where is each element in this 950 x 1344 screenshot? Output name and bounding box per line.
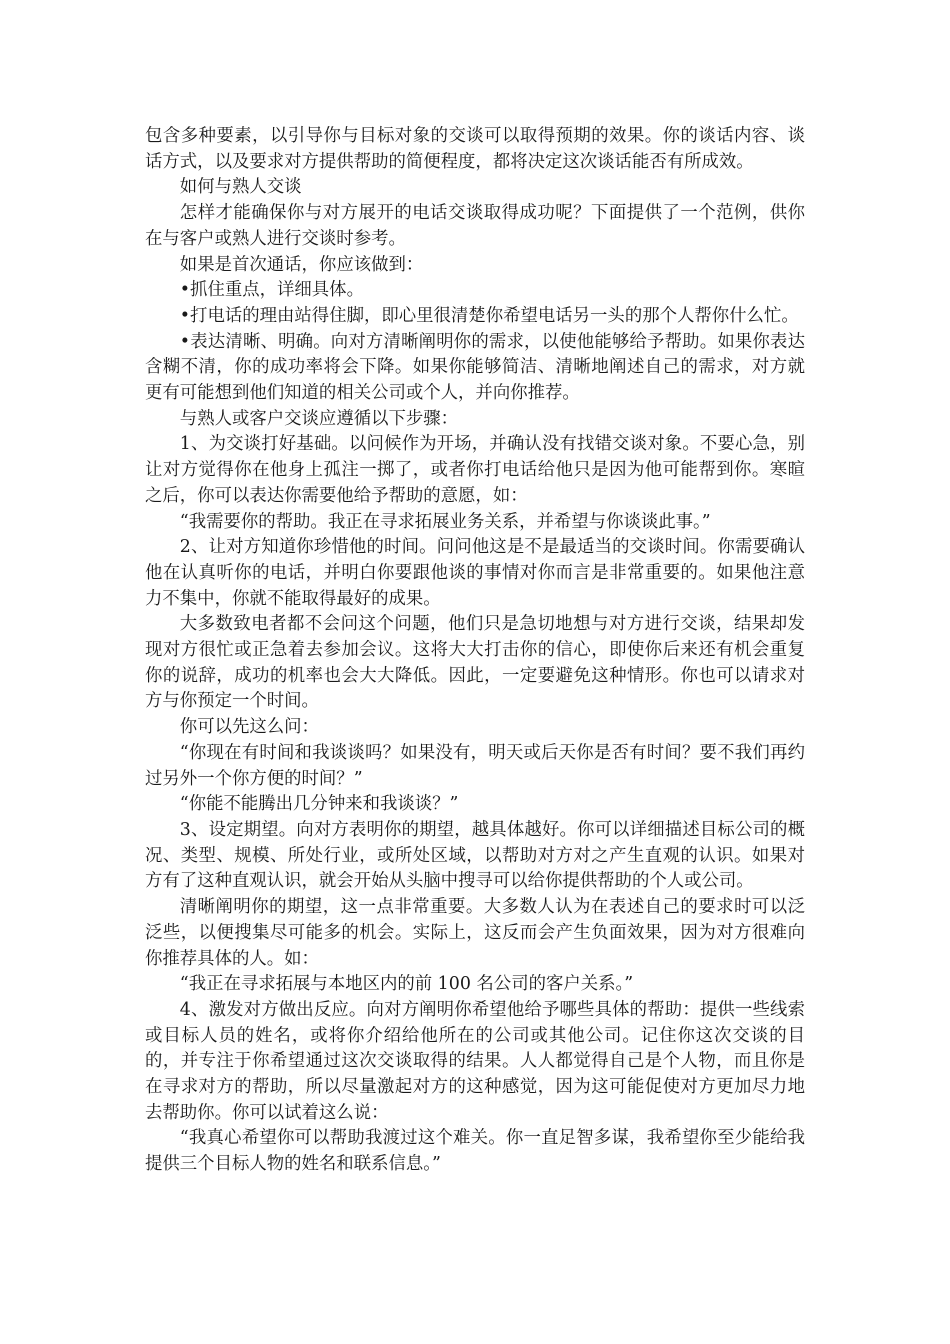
bullet-item: •表达清晰、明确。向对方清晰阐明你的需求，以使他能够给予帮助。如果你表达含糊不清，你的成功率将会下降。如果你能够简洁、清晰地阐述自己的需求，对方就更有可能想到他们知道的相关公司或个人，并向你推荐。 [145, 331, 805, 404]
step-paragraph: 4、激发对方做出反应。向对方阐明你希望他给予哪些具体的帮助：提供一些线索或目标人员的姓名，或将你介绍给他所在的公司或其他公司。记住你这次交谈的目的，并专注于你希望通过这次交谈取得的结果。人人都觉得自己是个人物，而且你是在寻求对方的帮助，所以尽量激起对方的这种感觉，因为这可能促使对方更加尽力地去帮助你。你可以试着这么说： [145, 999, 805, 1123]
paragraph: 清晰阐明你的期望，这一点非常重要。大多数人认为在表述自己的要求时可以泛泛些，以便搜集尽可能多的机会。实际上，这反而会产生负面效果，因为对方很难向你推荐具体的人。如： [145, 897, 805, 969]
bullet-item: •打电话的理由站得住脚，即心里很清楚你希望电话另一头的那个人帮你什么忙。 [179, 305, 799, 326]
step-paragraph: 2、让对方知道你珍惜他的时间。问问他这是不是最适当的交谈时间。你需要确认他在认真听你的电话，并明白你要跟他谈的事情对你而言是非常重要的。如果他注意力不集中，你就不能取得最好的成果。 [145, 537, 805, 609]
quote-paragraph: “我需要你的帮助。我正在寻求拓展业务关系，并希望与你谈谈此事。” [179, 511, 711, 532]
step-paragraph: 3、设定期望。向对方表明你的期望，越具体越好。你可以详细描述目标公司的概况、类型、规模、所处行业，或所处区域，以帮助对方对之产生直观的认识。如果对方有了这种直观认识，就会开始从头脑中搜寻可以给你提供帮助的个人或公司。 [145, 819, 805, 892]
paragraph: 如果是首次通话，你应该做到： [179, 254, 424, 275]
quote-paragraph: “我正在寻求拓展与本地区内的前 100 名公司的客户关系。” [179, 974, 634, 995]
paragraph: 怎样才能确保你与对方展开的电话交谈取得成功呢？下面提供了一个范例，供你在与客户或熟人进行交谈时参考。 [145, 203, 805, 249]
step-paragraph: 1、为交谈打好基础。以问候作为开场，并确认没有找错交谈对象。不要心急，别让对方觉得你在他身上孤注一掷了，或者你打电话给他只是因为他可能帮到你。寒暄之后，你可以表达你需要他给予帮助的意愿，如： [145, 434, 805, 506]
paragraph: 你可以先这么问： [179, 717, 319, 738]
section-heading: 如何与熟人交谈 [179, 177, 302, 198]
quote-paragraph: “我真心希望你可以帮助我渡过这个难关。你一直足智多谋，我希望你至少能给我提供三个目标人物的姓名和联系信息。” [145, 1128, 805, 1175]
quote-paragraph: “你现在有时间和我谈谈吗？如果没有，明天或后天你是否有时间？要不我们再约过另外一个你方便的时间？” [145, 742, 805, 789]
paragraph: 大多数致电者都不会问这个问题，他们只是急切地想与对方进行交谈，结果却发现对方很忙或正急着去参加会议。这将大大打击你的信心，即使你后来还有机会重复你的说辞，成功的机率也会大大降低。因此，一定要避免这种情形。你也可以请求对方与你预定一个时间。 [145, 614, 805, 712]
document-body [145, 124, 805, 1178]
quote-paragraph: “你能不能腾出几分钟来和我谈谈？” [179, 794, 459, 815]
bullet-item: •抓住重点，详细具体。 [179, 280, 364, 301]
paragraph: 与熟人或客户交谈应遵循以下步骤： [179, 408, 459, 429]
paragraph-intro-continued: 包含多种要素，以引导你与目标对象的交谈可以取得预期的效果。你的谈话内容、谈话方式，以及要求对方提供帮助的简便程度，都将决定这次谈话能否有所成效。 [145, 126, 805, 172]
